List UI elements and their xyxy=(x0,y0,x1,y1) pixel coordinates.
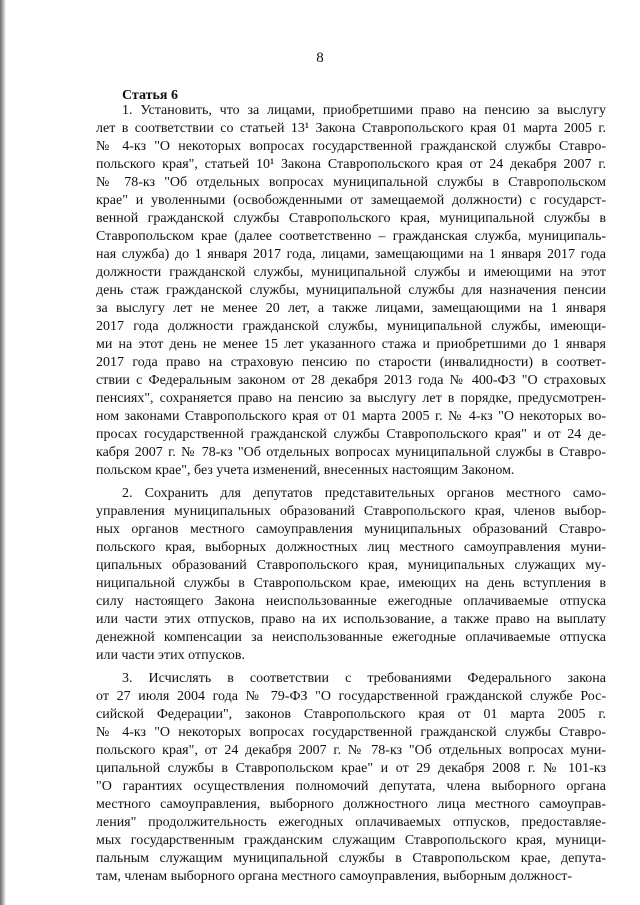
page-number: 8 xyxy=(316,50,324,66)
text-line: пенсиях", сохраняется право на пенсию за выслугу лет в порядке, предусмотрен- xyxy=(96,391,606,406)
text-line: или части этих отпусков, право на их использование, а также право на выплату xyxy=(96,612,606,627)
text-line: ления" продолжительность ежегодных оплачиваемых отпусков, предоставляе- xyxy=(96,815,606,830)
paragraph-1 xyxy=(96,102,606,480)
text-line: силу настоящего Закона неиспользованные ежегодные оплачиваемые отпуска xyxy=(96,594,606,609)
paragraph-2 xyxy=(96,485,606,665)
article-body xyxy=(96,102,606,886)
text-line: № 78-кз "Об отдельных вопросах муниципальной службы в Ставропольском xyxy=(96,175,606,190)
text-line: Ставропольском крае (далее соответственно – гражданская служба, муниципаль- xyxy=(96,229,606,244)
text-line: крае" и уволенными (освобожденными от замещаемой должности) с государст- xyxy=(96,193,606,208)
text-line: просах государственной гражданской службы Ставропольского края" и от 24 де- xyxy=(96,427,606,442)
text-line: 2. Сохранить для депутатов представительных органов местного само- xyxy=(122,486,606,501)
text-line: польского края, выборных должностных лиц местного самоуправления муни- xyxy=(96,540,606,555)
text-line: 2017 года должности гражданской службы, муниципальной службы, имеющи- xyxy=(96,319,606,334)
text-line: польского края", статьей 10¹ Закона Ставропольского края от 24 декабря 2007 г. xyxy=(96,157,606,172)
text-line: кабря 2007 г. № 78-кз "Об отдельных вопросах муниципальной службы в Ставро- xyxy=(96,445,606,460)
text-line: польском крае", без учета изменений, внесенных настоящим Законом. xyxy=(96,463,515,478)
text-line: должности гражданской службы, муниципальной службы и имеющими на этот xyxy=(96,265,606,280)
text-line: лет в соответствии со статьей 13¹ Закона Ставропольского края 01 марта 2005 г. xyxy=(96,121,606,136)
text-line: ципальных образований Ставропольского края, муниципальных служащих му- xyxy=(96,558,606,573)
text-line: № 4-кз "О некоторых вопросах государственной гражданской службы Ставро- xyxy=(96,139,606,154)
text-line: или части этих отпусков. xyxy=(96,648,246,663)
text-line: венной гражданской службы Ставропольского края, муниципальной службы в xyxy=(96,211,606,226)
text-line: ципальной службы в Ставропольском крае" и от 29 декабря 2008 г. № 101-кз xyxy=(96,761,606,776)
text-line: там, членам выборного органа местного самоуправления, выборным должност- xyxy=(96,869,573,884)
text-line: ствии с Федеральным законом от 28 декабря 2013 года № 400-ФЗ "О страховых xyxy=(96,373,606,388)
text-line: день стаж гражданской службы, муниципальной службы для назначения пенсии xyxy=(96,283,606,298)
text-line: № 4-кз "О некоторых вопросах государственной гражданской службы Ставро- xyxy=(96,725,606,740)
text-line: ном законами Ставропольского края от 01 марта 2005 г. № 4-кз "О некоторых во- xyxy=(96,409,606,424)
text-line: польского края", от 24 декабря 2007 г. № 78-кз "Об отдельных вопросах муни- xyxy=(96,743,606,758)
text-line: ниципальной службы в Ставропольском крае, имеющих на день вступления в xyxy=(96,576,606,591)
text-line: сийской Федерации", законов Ставропольского края от 01 марта 2005 г. xyxy=(96,707,606,722)
text-line: 2017 года право на страховую пенсию по старости (инвалидности) в соответ- xyxy=(96,355,606,370)
text-line: пальным служащим муниципальной службы в Ставропольском крае, депута- xyxy=(96,851,606,866)
scan-edge-shadow xyxy=(0,0,6,905)
text-line: мых государственным гражданским служащим Ставропольского края, муници- xyxy=(96,833,606,848)
text-line: денежной компенсации за неиспользованные ежегодные оплачиваемые отпуска xyxy=(96,630,606,645)
text-line: от 27 июля 2004 года № 79-ФЗ "О государственной гражданской службе Рос- xyxy=(96,689,606,704)
text-line: за выслугу лет не менее 20 лет, а также лицами, замещающими на 1 января xyxy=(96,301,606,316)
article-title: Статья 6 xyxy=(122,88,178,103)
paragraph-3 xyxy=(96,670,606,886)
text-line: 3. Исчислять в соответствии с требованиями Федерального закона xyxy=(122,671,606,686)
text-line: "О гарантиях осуществления полномочий депутата, члена выборного органа xyxy=(96,779,606,794)
text-line: 1. Установить, что за лицами, приобретшими право на пенсию за выслугу xyxy=(122,103,606,118)
text-line: ми на этот день не менее 15 лет указанного стажа и приобретшими до 1 января xyxy=(96,337,606,352)
text-line: управления муниципальных образований Ставропольского края, членов выбор- xyxy=(96,504,606,519)
text-line: ных органов местного самоуправления муниципальных образований Ставро- xyxy=(96,522,606,537)
text-line: ная служба) до 1 января 2017 года, лицами, замещающими на 1 января 2017 года xyxy=(96,247,606,262)
text-line: местного самоуправления, выборного должностного лица местного самоуправ- xyxy=(96,797,606,812)
